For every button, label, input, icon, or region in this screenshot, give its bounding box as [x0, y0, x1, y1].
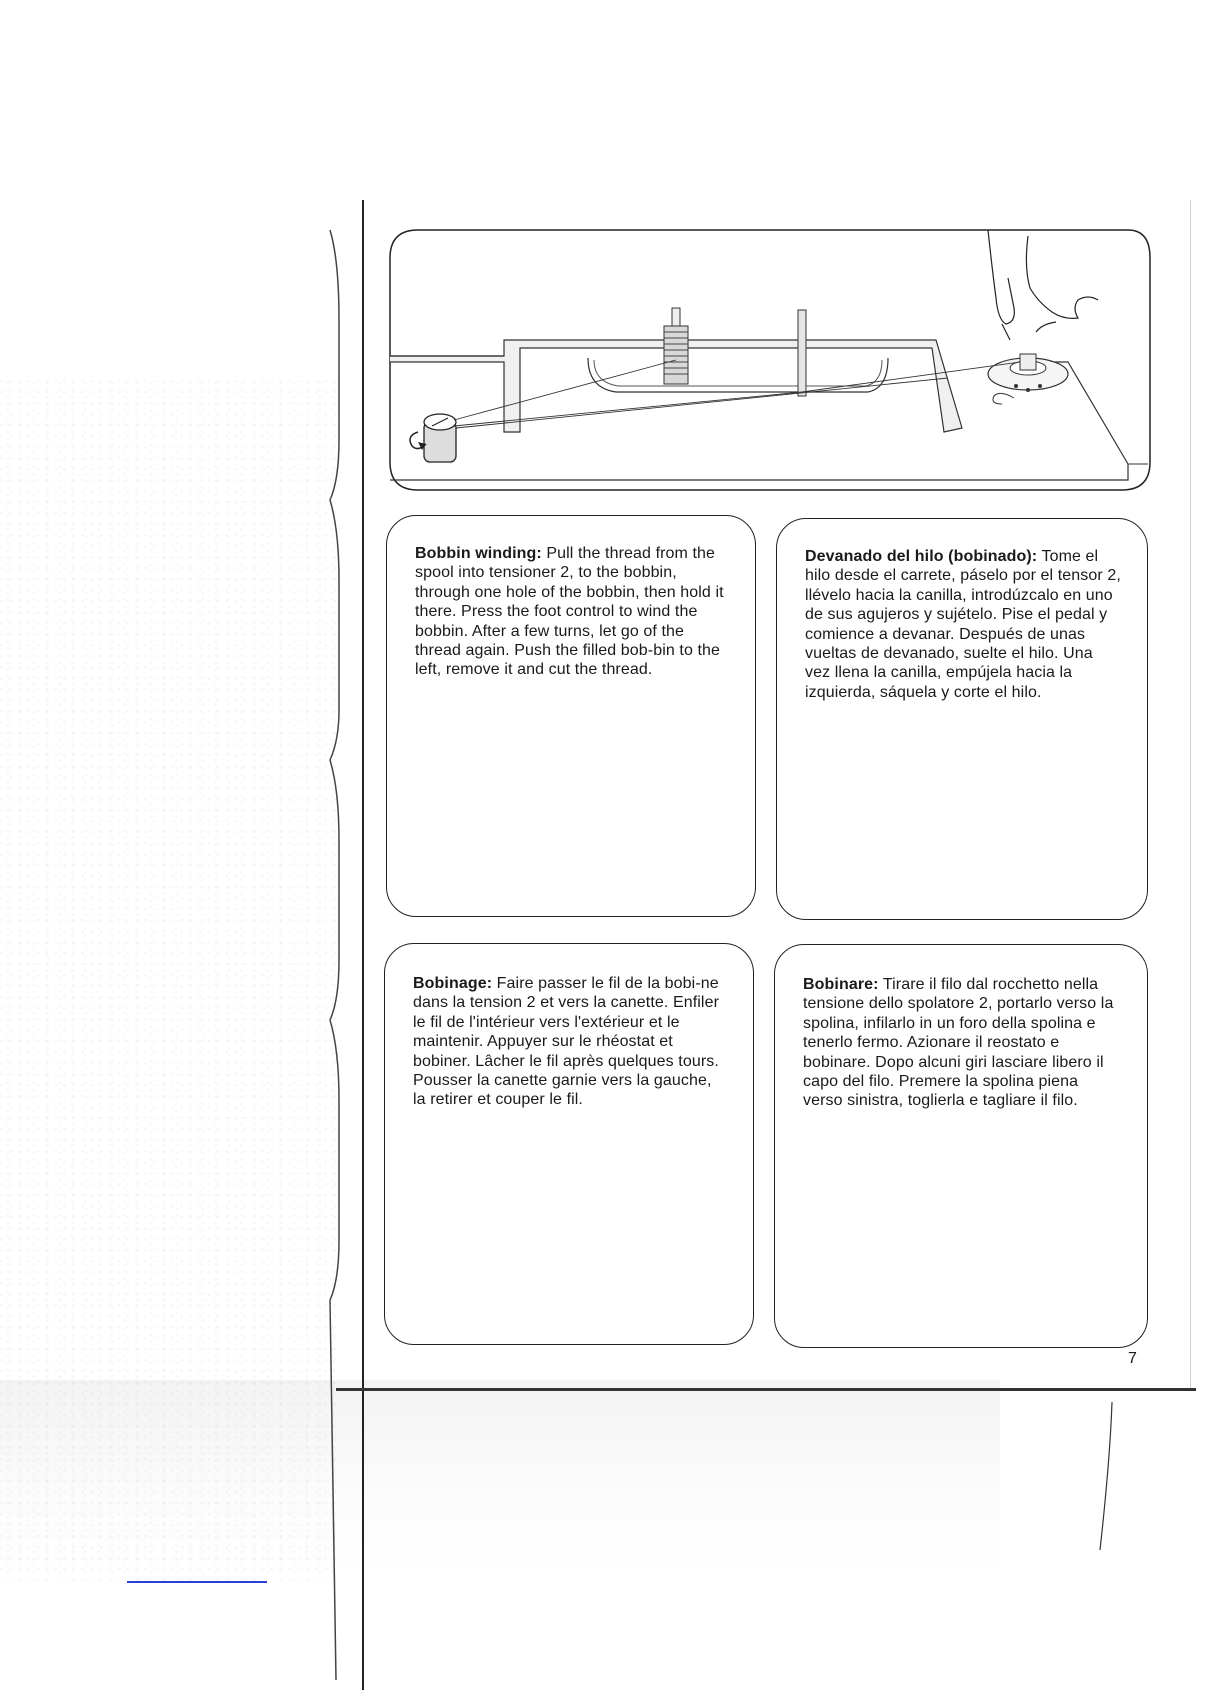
- binding-edge: [328, 200, 340, 1690]
- hand-icon: [988, 230, 1098, 340]
- scan-smudge: [0, 1380, 1000, 1584]
- section-heading: Devanado del hilo (bobinado):: [805, 548, 1038, 565]
- section-body: Faire passer le fil de la bobi-ne dans la tension 2 et vers la canette. Enfiler le fil de l'intérieur vers l'extérieur et le maintenir. Appuyer sur le rhéostat et bobiner. Lâcher le fil après quelques tours. Pousser la canette garnie vers la gauche, la retirer et couper le fil.: [413, 975, 720, 1109]
- section-body: Tome el hilo desde el carrete, páselo por el tensor 2, llévelo hacia la canilla, introdúzcalo en uno de sus agujeros y sujételo. Pise el pedal y comience a devanar. Después de unas vueltas de devanado, suelte el hilo. Una vez llena la canilla, empújela hacia la izquierda, sáquela y corte el hilo.: [805, 548, 1121, 701]
- bottom-rule: [336, 1388, 1196, 1391]
- section-body: Pull the thread from the spool into tensioner 2, to the bobbin, through one hole of the bobbin, then hold it there. Press the foot control to wind the bobbin. After a few turns, let go of the thread again. Push the filled bob-bin to the left, remove it and cut the thread.: [415, 545, 724, 679]
- section-body: Tirare il filo dal rocchetto nella tensione dello spolatore 2, portarlo verso la spolina, infilarlo in un foro della spolina e tenerlo fermo. Azionare il reostato e bobinare. Dopo alcuni giri lasciare libero il capo del filo. Premere la spolina piena verso sinistra, toglierla e tagliare il filo.: [803, 976, 1114, 1110]
- bobbin-winder-icon: [424, 414, 456, 462]
- section-heading: Bobbin winding:: [415, 545, 542, 562]
- page-edge: [1190, 200, 1191, 1390]
- page-number: 7: [1128, 1350, 1137, 1367]
- section-french: [384, 943, 754, 1345]
- bobbin-winding-illustration: [388, 228, 1152, 492]
- margin-rule: [362, 200, 364, 1690]
- section-heading: Bobinage:: [413, 975, 493, 992]
- section-english: [386, 515, 756, 917]
- thread-spool-icon: [664, 308, 688, 384]
- pen-mark: [1090, 1400, 1130, 1560]
- tensioner-post-icon: [798, 310, 806, 396]
- scan-blue-line: [127, 1581, 267, 1583]
- section-italian: [774, 944, 1148, 1348]
- section-spanish: [776, 518, 1148, 920]
- section-heading: Bobinare:: [803, 976, 879, 993]
